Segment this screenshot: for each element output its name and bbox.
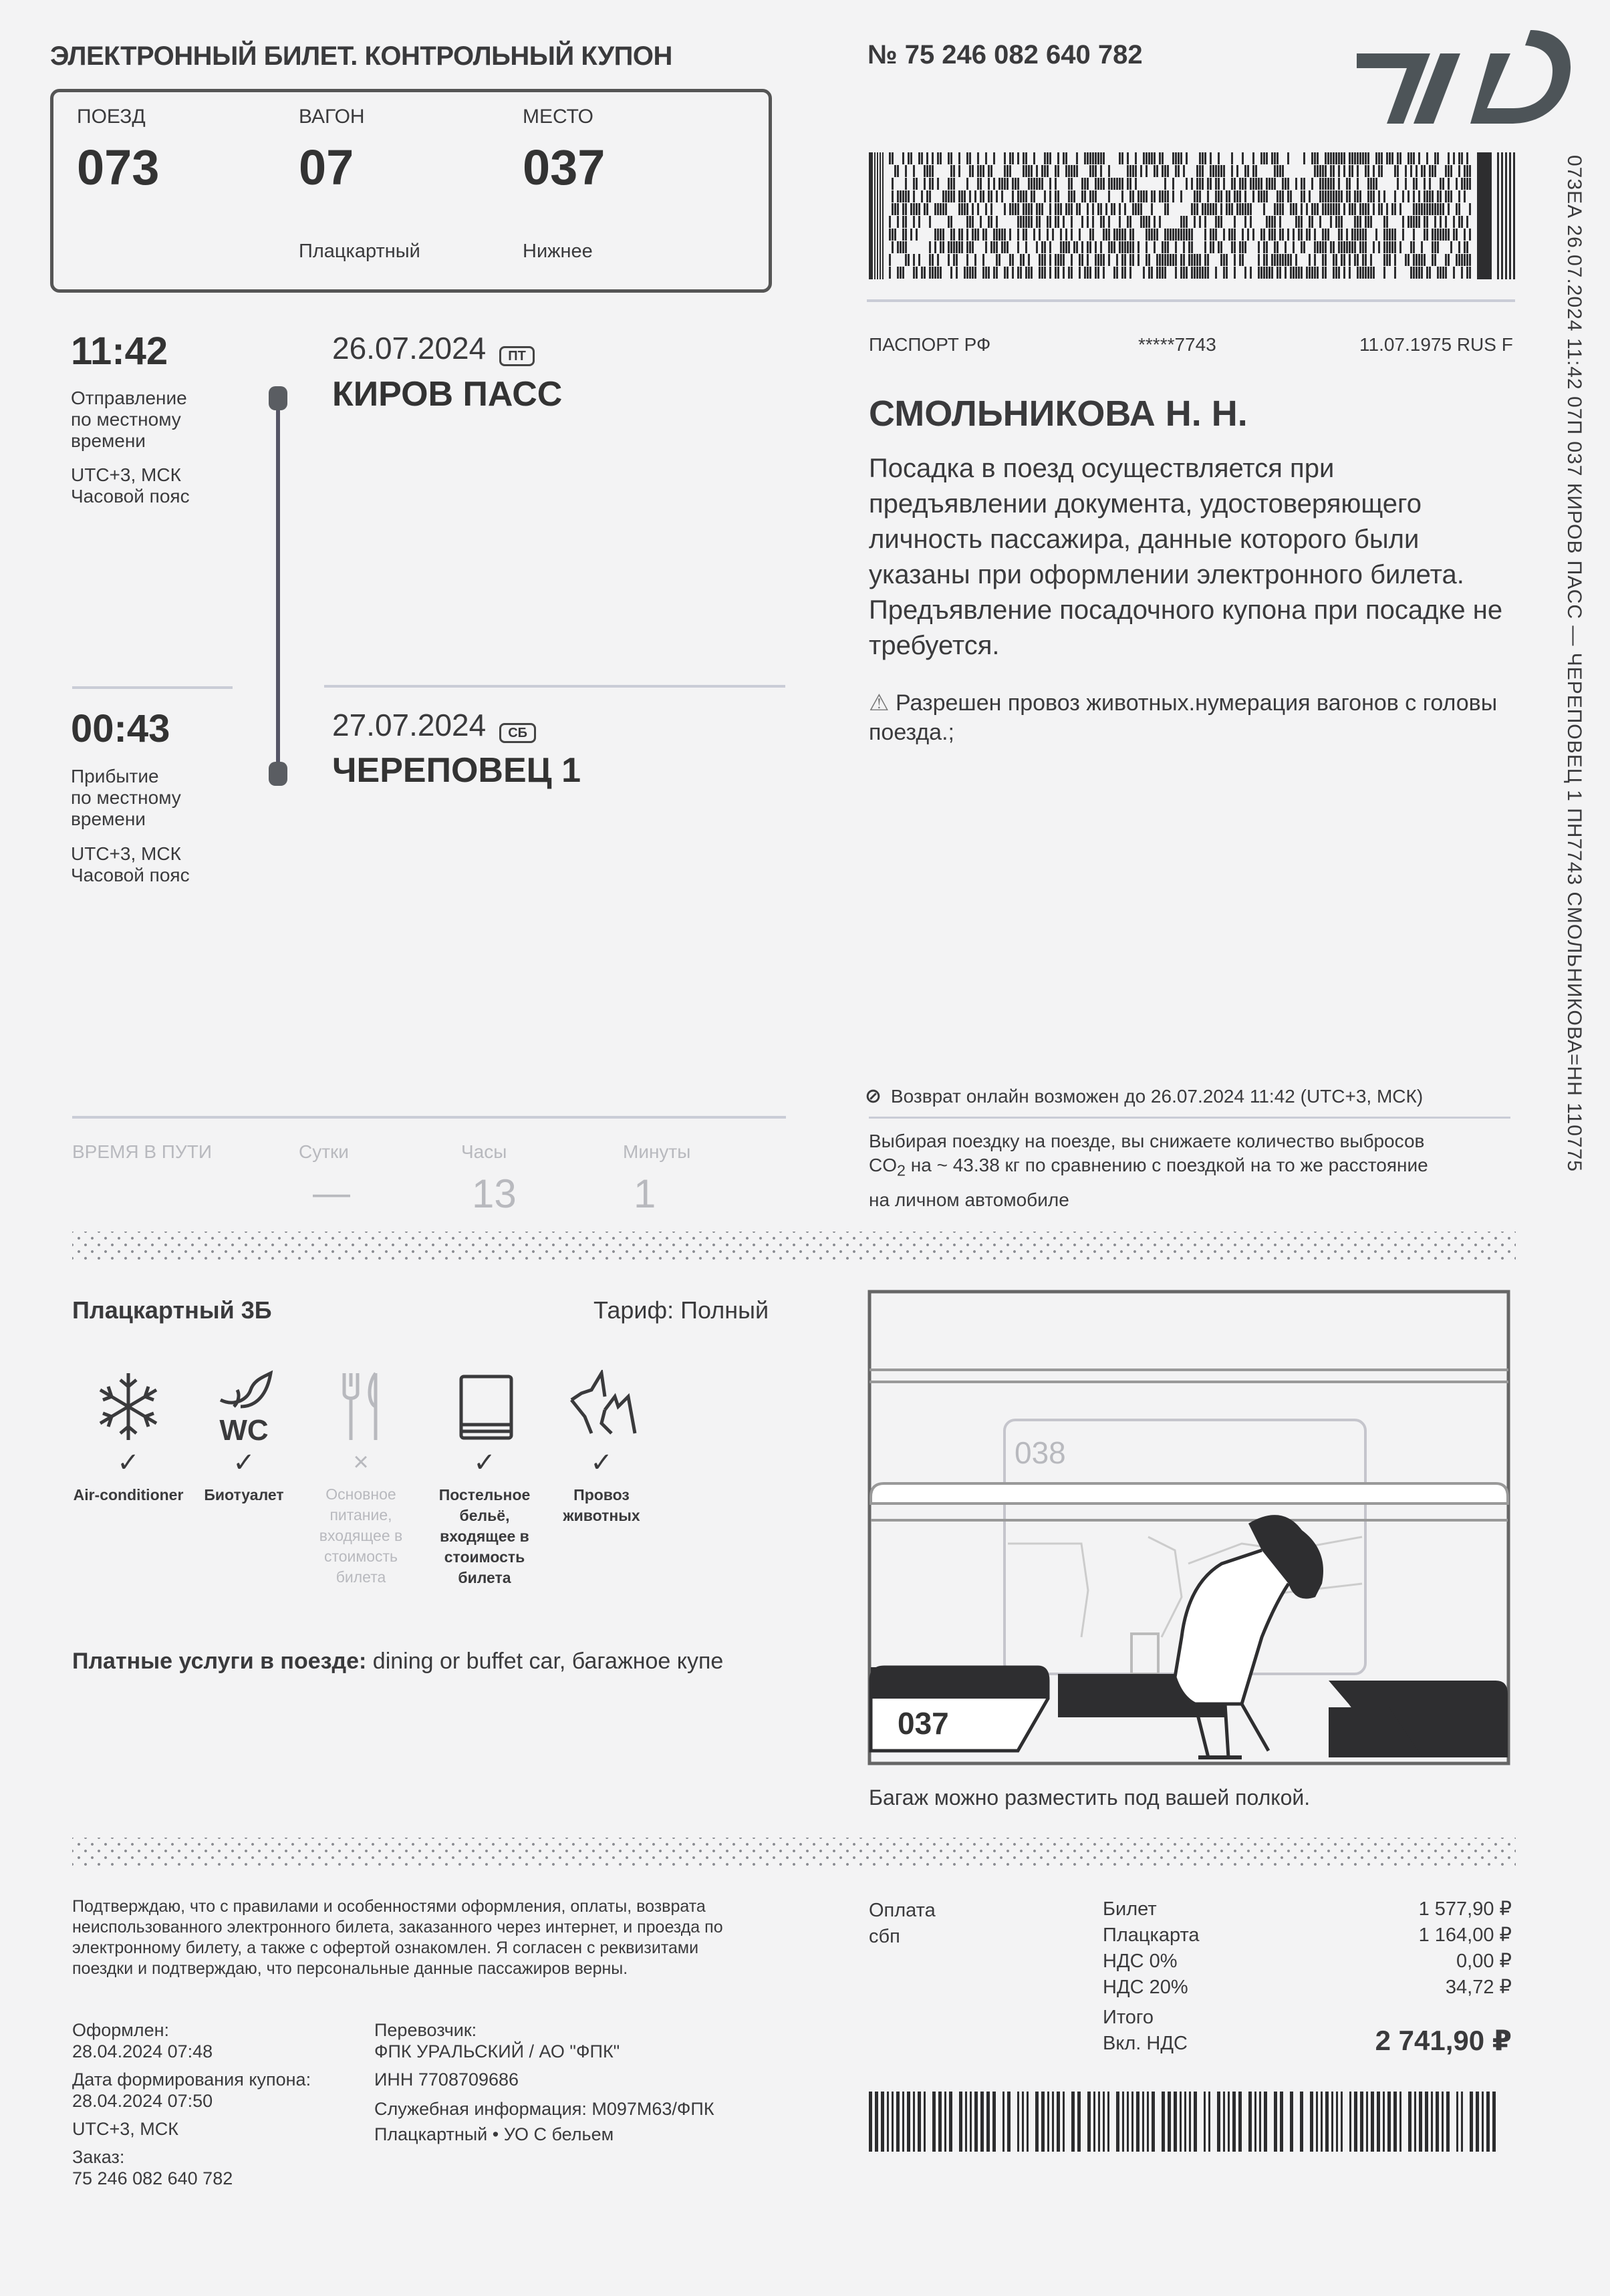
available-check-icon: ✓ — [233, 1448, 255, 1477]
document-title: ЭЛЕКТРОННЫЙ БИЛЕТ. КОНТРОЛЬНЫЙ КУПОН — [50, 41, 672, 71]
refund-text: Возврат онлайн возможен до 26.07.2024 11:42 (UTC+3, МСК) — [890, 1086, 1424, 1107]
paid-services-value: dining or buffet car, багажное купе — [366, 1648, 724, 1674]
payment-total-row — [1103, 2005, 1512, 2057]
arrival-date: 27.07.2024 — [332, 708, 487, 742]
route-line — [276, 394, 280, 775]
dotted-separator — [72, 1838, 1516, 1870]
train-number: 073 — [77, 140, 160, 195]
fork-knife-icon — [327, 1370, 394, 1443]
no-refund-icon: ⊘ — [865, 1085, 882, 1107]
departure-time: 11:42 — [71, 329, 168, 373]
total-vat-label: Вкл. НДС — [1103, 2033, 1188, 2054]
payment-row-label: Плацкарта — [1103, 1924, 1200, 1946]
amenity-label: Основное питание, входящее в стоимость билета — [319, 1485, 403, 1586]
footer-left — [72, 2019, 311, 2189]
footer-carrier — [374, 2019, 714, 2145]
amenity-label: Air-conditioner — [73, 1486, 184, 1503]
departure-station: КИРОВ ПАСС — [332, 375, 563, 414]
payment-row-value: 0,00 ₽ — [1456, 1951, 1512, 1972]
passenger-name: СМОЛЬНИКОВА Н. Н. — [869, 394, 1248, 434]
illustration-caption: Багаж можно разместить под вашей полкой. — [869, 1785, 1311, 1810]
car-number: 07 — [299, 140, 354, 195]
total-amount: 2 741,90 ₽ — [1375, 2025, 1512, 2056]
payment-row — [1103, 1949, 1512, 1975]
agreement-text: Подтверждаю, что с правилами и особенностями оформления, оплаты, возврата неиспользованного электронного билета, заказанного через интернет, и проезда по электронному билету, а также с офертой ознакомлен. Я согласен с реквизитами поездки и подтверждаю, что персональные данные пассажиров верны. — [72, 1897, 723, 1978]
warning-icon: ⚠ — [869, 690, 890, 716]
issued-value: 28.04.2024 07:48 — [72, 2041, 213, 2061]
pdf417-barcode — [869, 152, 1517, 279]
svg-text:WC: WC — [219, 1414, 269, 1443]
total-label: Итого — [1103, 2007, 1154, 2028]
service-info: Служебная информация: М097М63/ФПК — [374, 2099, 714, 2119]
eco-line1: Выбирая поездку на поезде, вы снижаете количество выбросов — [869, 1131, 1425, 1151]
car-type: Плацкартный — [299, 241, 420, 262]
amenity-label: Биотуалет — [204, 1486, 284, 1503]
departure-time-label: Отправление по местному времени — [71, 388, 187, 451]
divider — [72, 686, 233, 689]
dotted-separator — [72, 1232, 1516, 1264]
luggage-illustration — [867, 1290, 1510, 1765]
tariff: Тариф: Полный — [593, 1296, 769, 1324]
arrival-tz-label: Часовой пояс — [71, 865, 190, 885]
arrival-dot — [269, 762, 287, 786]
boarding-info: Посадка в поезд осуществляется при предъявлении документа, удостоверяющего личность пассажира, данные которого были указаны при оформлении электронного билета. Предъявление посадочного купона при посадке не требуется. — [869, 454, 1503, 660]
coupon-date-label: Дата формирования купона: — [72, 2069, 311, 2090]
payment-row-label: НДС 20% — [1103, 1977, 1188, 1998]
seat-label: МЕСТО — [523, 106, 593, 128]
car-label: ВАГОН — [299, 106, 365, 128]
lower-seat-number: 037 — [898, 1706, 949, 1741]
divider — [72, 1116, 786, 1119]
carrier-label: Перевозчик: — [374, 2020, 477, 2040]
amenity-pets — [545, 1370, 658, 1526]
carrier-name: ФПК УРАЛЬСКИЙ / АО "ФПК" — [374, 2041, 620, 2061]
wc-leaf-icon — [211, 1370, 277, 1443]
payment-row-value: 34,72 ₽ — [1445, 1977, 1512, 1998]
amenity-biotoilet — [187, 1370, 301, 1505]
hours-label: Часы — [461, 1141, 507, 1162]
birth-info: 11.07.1975 RUS F — [1359, 334, 1513, 355]
minutes-label: Минуты — [623, 1141, 691, 1162]
payment-row — [1103, 1975, 1512, 2001]
footer-tz: UTC+3, МСК — [72, 2119, 178, 2139]
linear-barcode — [869, 2092, 1500, 2152]
departure-date: 26.07.2024 — [332, 331, 487, 366]
car-info: Плацкартный • УО С бельем — [374, 2124, 614, 2144]
notice — [869, 688, 1524, 747]
order-number: 75 246 082 640 782 — [72, 2168, 233, 2188]
notice-text: Разрешен провоз животных.нумерация вагонов с головы поезда.; — [869, 690, 1498, 745]
days-value: — — [313, 1171, 350, 1213]
arrival-time-label: Прибытие по местному времени — [71, 766, 181, 829]
payment-row-value: 1 577,90 ₽ — [1418, 1898, 1512, 1920]
arrival-time: 00:43 — [71, 707, 170, 750]
eco-line2: на ~ 43.38 кг по сравнению с поездкой на то же расстояние — [905, 1155, 1428, 1175]
payment-method-label: Оплата — [869, 1900, 936, 1921]
document-number: *****7743 — [1138, 334, 1216, 355]
hours-value: 13 — [472, 1171, 517, 1216]
travel-time-label: ВРЕМЯ В ПУТИ — [72, 1141, 212, 1162]
seat-number: 037 — [523, 140, 606, 195]
coupon-date-value: 28.04.2024 07:50 — [72, 2091, 213, 2111]
seat-type: Нижнее — [523, 241, 593, 262]
unavailable-cross-icon: × — [353, 1447, 369, 1477]
eco-sub: 2 — [897, 1161, 906, 1179]
bedding-icon — [451, 1370, 518, 1443]
arrival-date-row — [332, 707, 536, 743]
departure-weekday-badge: ПТ — [499, 346, 535, 366]
available-check-icon: ✓ — [473, 1448, 496, 1477]
departure-date-row — [332, 330, 535, 366]
pets-icon — [565, 1370, 638, 1443]
payment-row-label: НДС 0% — [1103, 1951, 1178, 1972]
paid-services — [72, 1645, 787, 1677]
eco-co: CO — [869, 1155, 897, 1175]
amenity-label: Постельное бельё, входящее в стоимость билета — [438, 1486, 531, 1586]
train-label: ПОЕЗД — [77, 106, 146, 128]
side-strip-text: 073ЕА 26.07.2024 11:42 07П 037 КИРОВ ПАСС — ЧЕРЕПОВЕЦ 1 ПН7743 СМОЛЬНИКОВА=НН 110775 — [1563, 155, 1585, 1172]
upper-seat-number: 038 — [1015, 1435, 1066, 1470]
issued-label: Оформлен: — [72, 2020, 169, 2040]
available-check-icon: ✓ — [590, 1448, 613, 1477]
amenity-air-conditioner — [72, 1370, 185, 1505]
divider — [867, 299, 1515, 302]
carrier-inn: ИНН 7708709686 — [374, 2069, 519, 2090]
arrival-station: ЧЕРЕПОВЕЦ 1 — [332, 751, 581, 790]
payment-row-value: 1 164,00 ₽ — [1418, 1924, 1512, 1946]
eco-line3: на личном автомобиле — [869, 1189, 1069, 1210]
paid-services-label: Платные услуги в поезде: — [72, 1648, 367, 1674]
divider — [324, 685, 785, 688]
minutes-value: 1 — [634, 1171, 656, 1216]
document-type: ПАСПОРТ РФ — [869, 334, 991, 355]
arrival-weekday-badge: СБ — [499, 723, 536, 743]
rzd-logo-icon — [1350, 27, 1577, 127]
ticket-number: № 75 246 082 640 782 — [867, 40, 1143, 69]
train-car-seat-box — [50, 89, 772, 293]
order-label: Заказ: — [72, 2147, 125, 2167]
refund-info — [865, 1085, 1423, 1108]
payment-row — [1103, 1922, 1512, 1949]
payment-breakdown — [1103, 1896, 1512, 2057]
service-class: Плацкартный 3Б — [72, 1296, 272, 1324]
arrival-tz: UTC+3, МСК — [71, 843, 181, 864]
payment-method — [869, 1898, 936, 1950]
days-label: Сутки — [299, 1141, 349, 1162]
available-check-icon: ✓ — [117, 1448, 140, 1477]
departure-tz-label: Часовой пояс — [71, 486, 190, 507]
departure-tz: UTC+3, МСК — [71, 464, 181, 485]
amenity-label: Провоз животных — [563, 1486, 640, 1524]
payment-method-value: сбп — [869, 1926, 900, 1947]
eco-info — [869, 1129, 1524, 1212]
amenity-bedding — [428, 1370, 541, 1588]
payment-row-label: Билет — [1103, 1898, 1157, 1920]
amenity-meal — [304, 1370, 418, 1588]
payment-row — [1103, 1896, 1512, 1922]
departure-dot — [269, 386, 287, 410]
divider — [869, 1117, 1510, 1119]
snowflake-icon — [95, 1370, 162, 1443]
